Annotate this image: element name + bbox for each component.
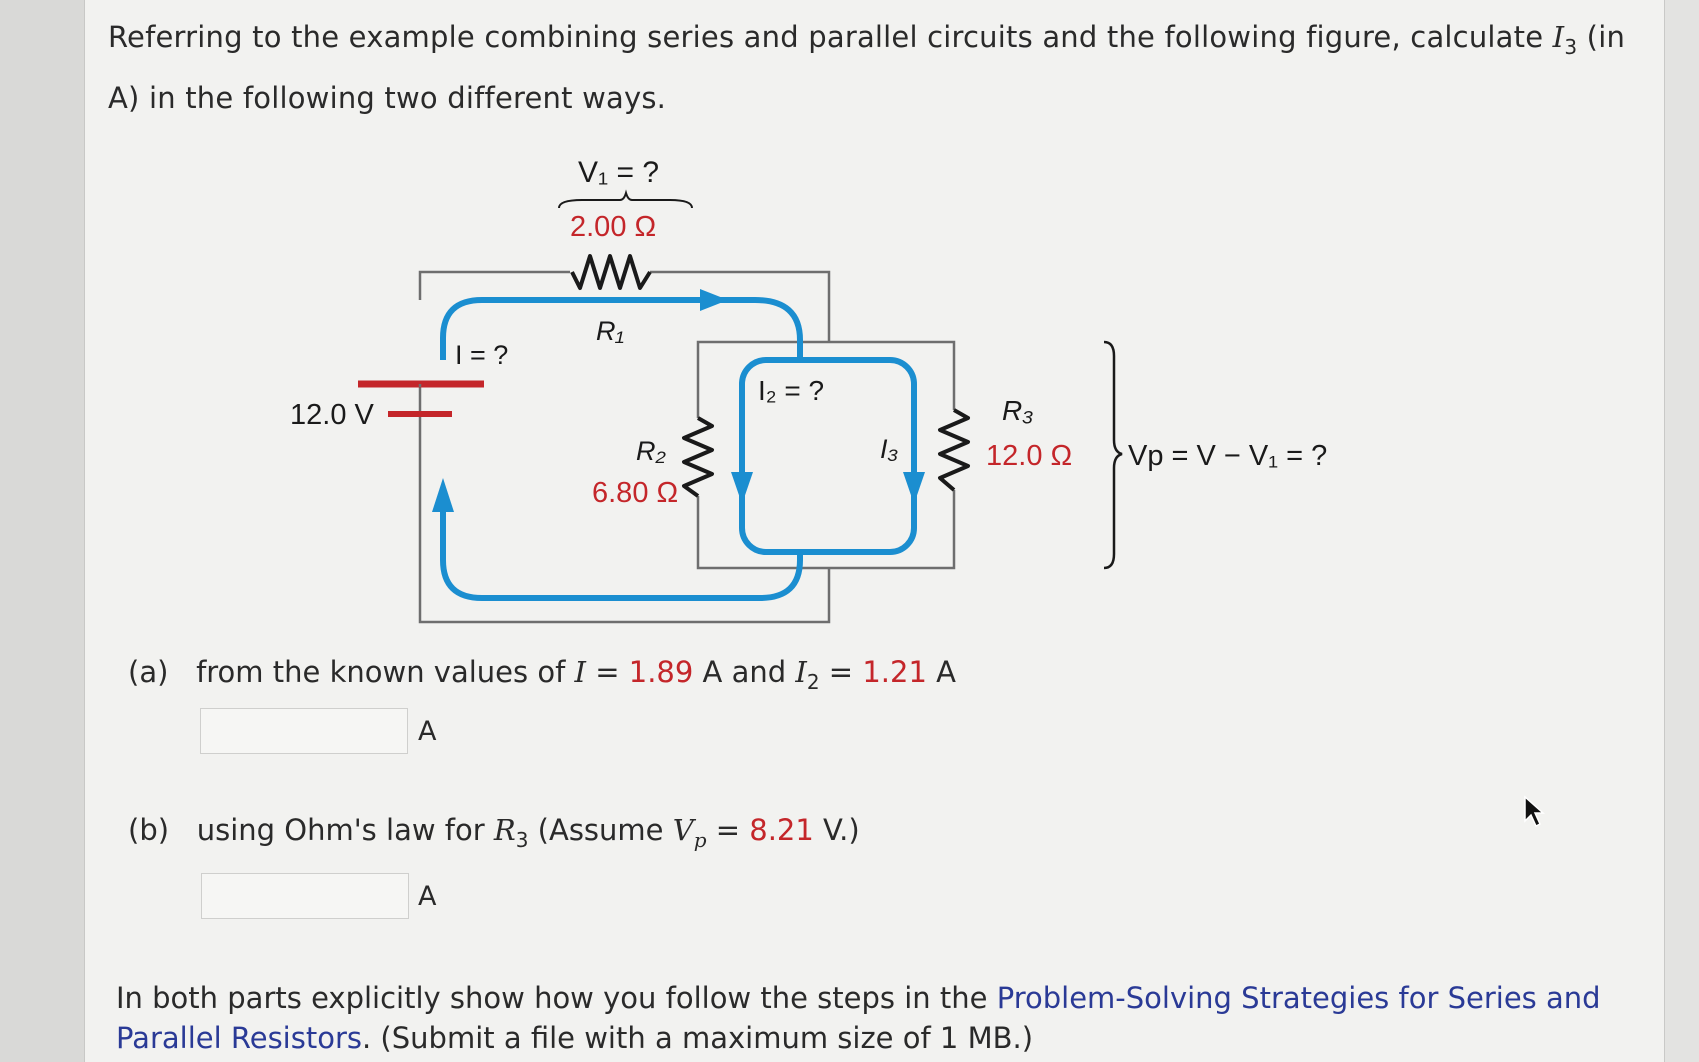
part-b-text-end: V.) xyxy=(813,813,860,847)
battery-voltage-label: 12.0 V xyxy=(290,399,374,431)
part-a-value-i: 1.89 xyxy=(628,655,694,689)
part-b-label: (b) xyxy=(128,813,170,847)
r3-value-label: 12.0 Ω xyxy=(986,440,1073,472)
v1-brace xyxy=(559,193,692,208)
part-b-text: using Ohm's law for xyxy=(196,813,494,847)
instructions-text-end: . (Submit a file with a maximum size of 1 MB.) xyxy=(362,1021,1034,1055)
r2-name-label: R₂ xyxy=(636,436,666,466)
vp-label: Vp = V − V₁ = ? xyxy=(1128,440,1328,472)
mouse-cursor-icon xyxy=(1523,795,1545,829)
part-a-unit: A xyxy=(418,716,437,747)
part-b-var-v: V xyxy=(672,813,694,847)
r3-name-label: R₃ xyxy=(1002,395,1034,426)
r1-value-label: 2.00 Ω xyxy=(570,211,657,243)
part-b-var-r: R xyxy=(493,813,516,847)
part-b-unit: A xyxy=(418,881,437,912)
r1-name-label: R₁ xyxy=(596,316,625,346)
current-arrow-right-icon xyxy=(700,289,728,311)
problem-solving-strategies-link[interactable]: Problem-Solving Strategies for Series and Parallel Resistors xyxy=(116,981,1601,1055)
part-a-text-mid: A and xyxy=(693,655,796,689)
i-label: I = ? xyxy=(455,340,509,370)
part-b-value-vp: 8.21 xyxy=(749,813,814,847)
part-b-var-r-sub: 3 xyxy=(515,827,529,852)
part-a-text: from the known values of xyxy=(196,655,575,689)
part-a-var-i: I xyxy=(574,655,586,689)
instructions-text-start: In both parts explicitly show how you follow the steps in the xyxy=(116,981,997,1015)
part-a-unit-text: A xyxy=(926,655,956,689)
part-a-equals: = xyxy=(586,655,629,689)
part-b-equals: = xyxy=(706,813,750,847)
part-a-value-i2: 1.21 xyxy=(862,655,927,689)
instructions-text xyxy=(116,978,1636,1058)
part-a-label: (a) xyxy=(128,655,169,689)
part-a-prompt xyxy=(128,655,956,694)
vp-brace xyxy=(1104,342,1122,568)
i3-label: I₃ xyxy=(880,434,899,464)
question-variable: I xyxy=(1552,20,1565,54)
part-b-prompt xyxy=(128,813,860,852)
question-text-part: Referring to the example combining series and parallel circuits and the following figure, calculate xyxy=(108,20,1553,54)
part-a-equals-2: = xyxy=(819,655,863,689)
part-a-var-i2-sub: 2 xyxy=(806,669,820,694)
v1-label: V₁ = ? xyxy=(578,156,660,189)
question-variable-sub: 3 xyxy=(1564,34,1578,59)
part-a-var-i2: I xyxy=(795,655,807,689)
current-arrow-up-icon xyxy=(432,478,454,512)
r2-value-label: 6.80 Ω xyxy=(592,477,679,509)
part-b-text-mid: (Assume xyxy=(528,813,673,847)
part-b-var-v-sub: p xyxy=(693,827,707,852)
part-a-answer-input[interactable] xyxy=(200,708,408,754)
part-b-answer-input[interactable] xyxy=(201,873,409,919)
question-text-end: (in A) in the following two different ways. xyxy=(108,20,1626,115)
i2-label: I₂ = ? xyxy=(758,375,825,406)
